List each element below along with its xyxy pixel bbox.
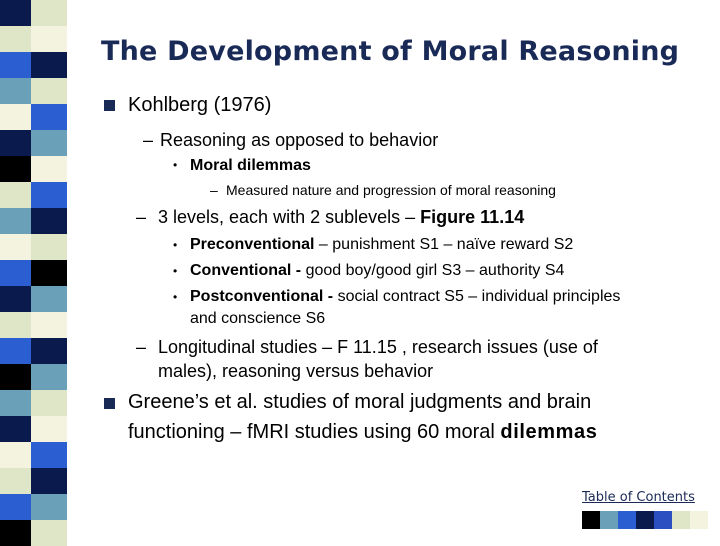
stripe-tile bbox=[0, 390, 67, 416]
decorative-stripe bbox=[0, 0, 67, 540]
color-palette bbox=[582, 511, 708, 529]
stripe-tile bbox=[0, 78, 67, 104]
square-bullet-icon bbox=[104, 100, 115, 111]
table-of-contents-link[interactable]: Table of Contents bbox=[582, 490, 695, 505]
palette-swatch bbox=[690, 511, 708, 529]
bullet-postconventional-cont: and conscience S6 bbox=[190, 310, 326, 327]
stripe-tile bbox=[0, 26, 67, 52]
stripe-tile bbox=[0, 260, 67, 286]
palette-swatch bbox=[636, 511, 654, 529]
stripe-tile bbox=[0, 286, 67, 312]
dot-marker: • bbox=[173, 264, 178, 278]
dot-marker: • bbox=[173, 290, 178, 304]
bullet-levels: 3 levels, each with 2 sublevels – Figure 11.14 bbox=[158, 207, 525, 227]
square-bullet-icon bbox=[104, 398, 115, 409]
stripe-tile bbox=[0, 468, 67, 494]
bullet-kohlberg: Kohlberg (1976) bbox=[128, 94, 272, 116]
bullet-conventional: Conventional - good boy/good girl S3 – authority S4 bbox=[190, 262, 565, 279]
bullet-measured: Measured nature and progression of moral reasoning bbox=[226, 182, 556, 198]
bullet-postconventional: Postconventional - social contract S5 – individual principles bbox=[190, 288, 621, 305]
palette-swatch bbox=[582, 511, 600, 529]
stripe-tile bbox=[0, 0, 67, 26]
dash-marker: – bbox=[210, 182, 218, 198]
palette-swatch bbox=[672, 511, 690, 529]
stripe-tile bbox=[0, 208, 67, 234]
dash-marker: – bbox=[143, 130, 154, 150]
dash-marker: – bbox=[136, 207, 147, 227]
stripe-tile bbox=[0, 442, 67, 468]
stripe-tile bbox=[0, 520, 67, 546]
dot-marker: • bbox=[173, 158, 178, 172]
stripe-tile bbox=[0, 52, 67, 78]
palette-swatch bbox=[618, 511, 636, 529]
bullet-greene-cont: functioning – fMRI studies using 60 moral dilemmas bbox=[128, 421, 598, 443]
stripe-tile bbox=[0, 130, 67, 156]
stripe-tile bbox=[0, 416, 67, 442]
stripe-tile bbox=[0, 182, 67, 208]
stripe-tile bbox=[0, 104, 67, 130]
dot-marker: • bbox=[173, 238, 178, 252]
bullet-longitudinal-cont: males), reasoning versus behavior bbox=[158, 361, 434, 381]
dash-marker: – bbox=[136, 337, 147, 357]
stripe-tile bbox=[0, 338, 67, 364]
bullet-longitudinal: Longitudinal studies – F 11.15 , research issues (use of bbox=[158, 337, 598, 357]
palette-swatch bbox=[654, 511, 672, 529]
bullet-reasoning: Reasoning as opposed to behavior bbox=[160, 130, 439, 150]
stripe-tile bbox=[0, 494, 67, 520]
stripe-tile bbox=[0, 364, 67, 390]
bullet-dilemmas: Moral dilemmas bbox=[190, 157, 311, 174]
bullet-preconventional: Preconventional – punishment S1 – naïve reward S2 bbox=[190, 236, 574, 253]
bullet-greene: Greene’s et al. studies of moral judgments and brain bbox=[128, 391, 592, 413]
palette-swatch bbox=[600, 511, 618, 529]
stripe-tile bbox=[0, 156, 67, 182]
slide-title: The Development of Moral Reasoning bbox=[101, 36, 680, 67]
stripe-tile bbox=[0, 234, 67, 260]
stripe-tile bbox=[0, 312, 67, 338]
